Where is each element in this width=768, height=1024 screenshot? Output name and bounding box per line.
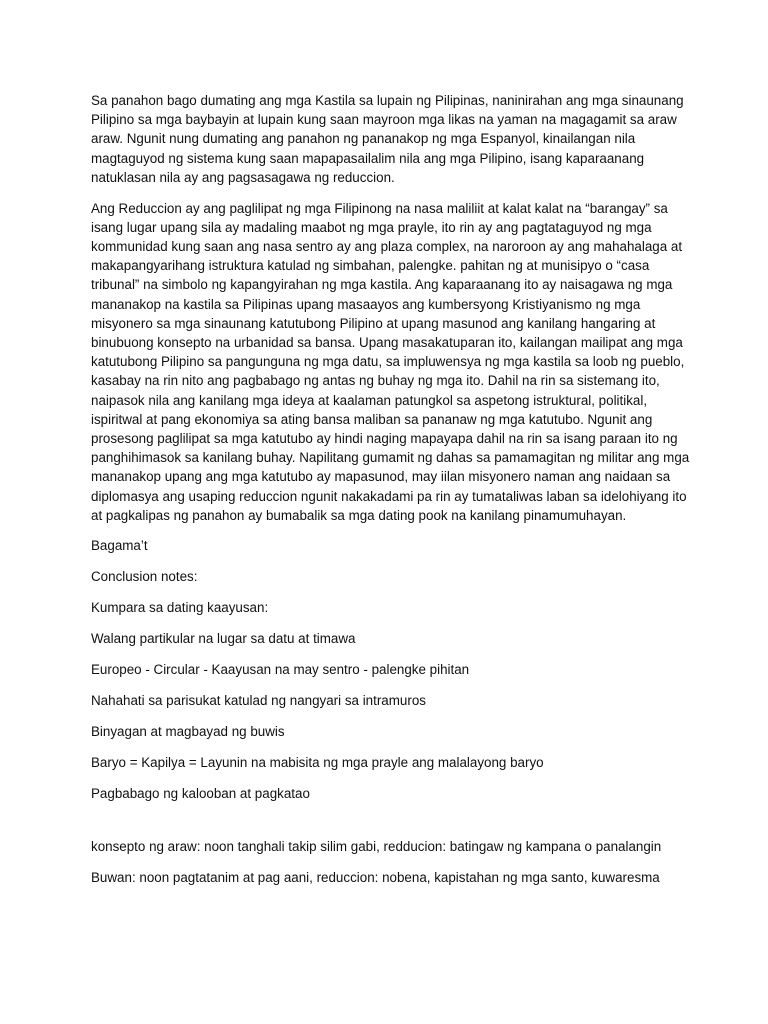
paragraph-intro: Sa panahon bago dumating ang mga Kastila sa lupain ng Pilipinas, naninirahan ang mga sinaunang Pilipino sa mga baybayin at lupain kung saan mayroon mga likas na yaman na magagamit sa araw araw. Ngunit nung dumating ang panahon ng pananakop ng mga Espanyol, kinailangan nila magtaguyod ng sistema kung saan mapapasailalim nila ang mga Pilipino, isang kaparaanang natuklasan nila ay ang pagsasagawa ng reduccion. (91, 93, 684, 185)
paragraph-reduccion: Ang Reduccion ay ang paglilipat ng mga Filipinong na nasa maliliit at kalat kalat na “barangay” sa isang lugar upang sila ay madaling maabot ng mga prayle, ito rin ay ang pagtataguyod ng mga kommunidad kung saan ang nasa sentro ay ang plaza complex, na naroroon ay ang mahahalaga at makapangyarihang istruktura katulad ng simbahan, palengke. pahitan ng at munisipyo o “casa tribunal” na simbolo ng kapangyirahan ng mga kastila. Ang kaparaanang ito ay naisagawa ng mga mananakop na kastila sa Pilipinas upang masaayos ang kumbersyong Kristiyanismo ng mga misyonero sa mga sinaunang katutubong Pilipino at upang masunod ang kanilang hangaring at binubuong konsepto na urbanidad sa bansa. Upang masakatuparan ito, kailangan mailipat ang mga katutubong Pilipino sa pangunguna ng mga datu, sa impluwensya ng mga kastila sa loob ng pueblo, kasabay na rin nito ang pagbabago ng antas ng buhay ng mga ito. Dahil na rin sa sistemang ito, naipasok nila ang kanilang mga ideya at kaalaman patungkol sa aspetong istruktural, politikal, ispiritwal at pang ekonomiya sa ating bansa maliban sa pananaw ng mga katutubo. Ngunit ang prosesong paglilipat sa mga katutubo ay hindi naging mapayapa dahil na rin sa isang paraan ito ng panghihimasok sa kanilang buhay. Napilitang gumamit ng dahas sa pamamagitan ng militar ang mga mananakop upang ang mga katutubo ay mapasunod, may iilan misyonero naman ang naidaan sa diplomasya ang usaping reduccion ngunit nakakadami pa rin ay tumataliwas laban sa idelohiyang ito at pagkalipas ng panahon ay bumabalik sa mga dating pook na kanilang pinamumuhayan. (91, 200, 690, 523)
note-line: Bagama’t (91, 538, 148, 554)
note-line: Nahahati sa parisukat katulad ng nangyari sa intramuros (91, 693, 426, 709)
note-line: Walang partikular na lugar sa datu at timawa (91, 631, 356, 647)
note-line: Kumpara sa dating kaayusan: (91, 600, 269, 616)
note-line: Binyagan at magbayad ng buwis (91, 724, 285, 740)
note-line: Pagbabago ng kalooban at pagkatao (91, 786, 310, 802)
note-line: konsepto ng araw: noon tanghali takip silim gabi, redducion: batingaw ng kampana o panalangin (91, 839, 662, 855)
note-line: Conclusion notes: (91, 569, 198, 585)
note-line: Europeo - Circular - Kaayusan na may sentro - palengke pihitan (91, 662, 470, 678)
blank-space (91, 815, 691, 837)
note-line: Buwan: noon pagtatanim at pag aani, reduccion: nobena, kapistahan ng mga santo, kuwaresma (91, 870, 660, 886)
note-line: Baryo = Kapilya = Layunin na mabisita ng mga prayle ang malalayong baryo (91, 755, 544, 771)
document-page (91, 91, 691, 899)
